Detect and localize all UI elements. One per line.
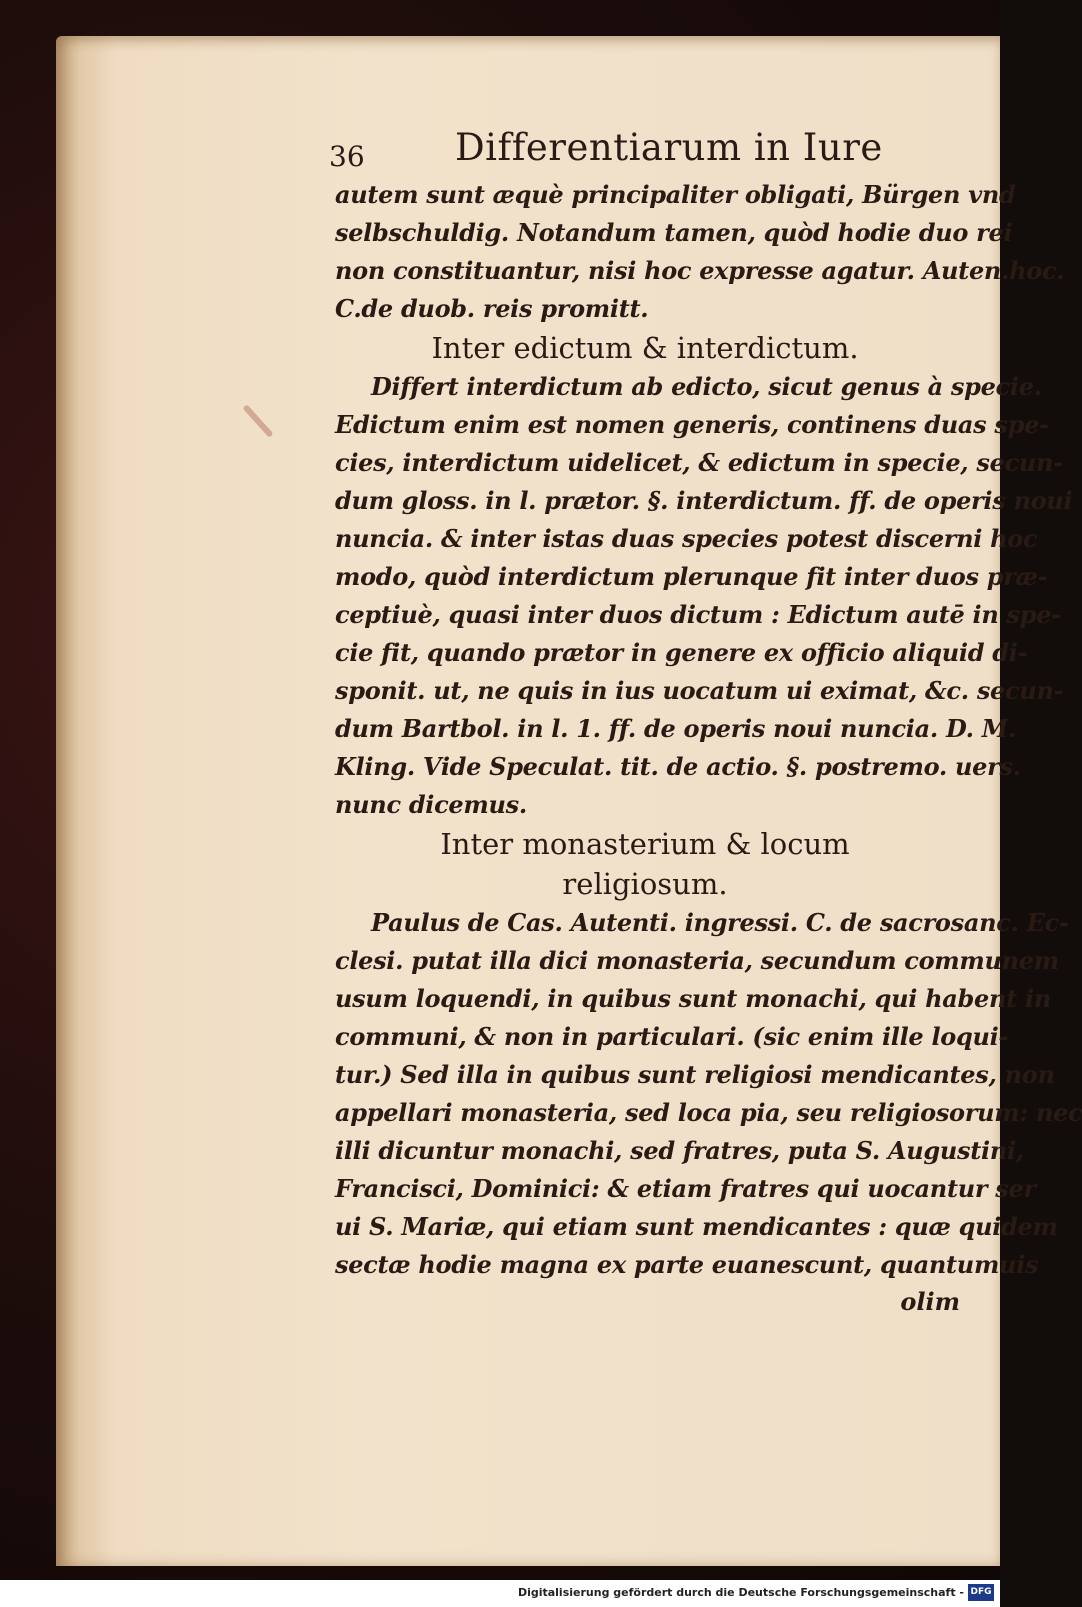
text-line: sectæ hodie magna ex parte euanescunt, quantumuis [335, 1250, 1039, 1279]
text-line: C.de duob. reis promitt. [335, 294, 649, 323]
text-line: nuncia. & inter istas duas species potest discerni hoc [335, 524, 1038, 553]
section-heading: Inter monasterium & locum [440, 827, 850, 861]
text-line: selbschuldig. Notandum tamen, quòd hodie duo rei [335, 218, 1013, 247]
text-line: usum loquendi, in quibus sunt monachi, qui habent in [335, 984, 1051, 1013]
text-line: nunc dicemus. [335, 790, 527, 819]
catchword: olim [900, 1287, 960, 1316]
running-title: Differentiarum in Iure [455, 126, 883, 169]
text-line: tur.) Sed illa in quibus sunt religiosi mendicantes, non [335, 1060, 1055, 1089]
text-line: cies, interdictum uidelicet, & edictum in specie, secun- [335, 448, 1063, 477]
text-line: Edictum enim est nomen generis, continens duas spe- [335, 410, 1049, 439]
digitization-footer [0, 1580, 1000, 1607]
text-line: Kling. Vide Speculat. tit. de actio. §. postremo. uers. [335, 752, 1021, 781]
page-header [329, 118, 975, 176]
body-text [335, 176, 1082, 1284]
footer-credit: Digitalisierung gefördert durch die Deutsche Forschungsgemeinschaft - [517, 1586, 964, 1599]
text-line: autem sunt æquè principaliter obligati, Bürgen vnd [335, 180, 1016, 209]
text-line: sponit. ut, ne quis in ius uocatum ui eximat, &c. secun- [335, 676, 1064, 705]
text-line: modo, quòd interdictum plerunque fit inter duos præ- [335, 562, 1048, 591]
section-heading: Inter edictum & interdictum. [431, 331, 859, 365]
dfg-logo-icon: DFG [968, 1584, 994, 1601]
page-number: 36 [329, 140, 365, 173]
text-block [329, 118, 1082, 1320]
section-heading: religiosum. [562, 867, 728, 901]
text-line: Differt interdictum ab edicto, sicut genus à specie. [371, 372, 1042, 401]
ink-stain [242, 404, 273, 438]
text-line: communi, & non in particulari. (sic enim ille loqui- [335, 1022, 1009, 1051]
text-line: clesi. putat illa dici monasteria, secundum communem [335, 946, 1059, 975]
text-line: non constituantur, nisi hoc expresse agatur. Auten.hoc. [335, 256, 1065, 285]
text-line: Paulus de Cas. Autenti. ingressi. C. de sacrosanc. Ec- [371, 908, 1069, 937]
text-line: ceptiuè, quasi inter duos dictum : Edictum autē in spe- [335, 600, 1061, 629]
text-line: dum Bartbol. in l. 1. ff. de operis noui nuncia. D. M. [335, 714, 1017, 743]
text-line: cie fit, quando prætor in genere ex officio aliquid di- [335, 638, 1028, 667]
text-line: Francisci, Dominici: & etiam fratres qui uocantur ser [335, 1174, 1036, 1203]
text-line: dum gloss. in l. prætor. §. interdictum. ff. de operis noui [335, 486, 1073, 515]
text-line: appellari monasteria, sed loca pia, seu religiosorum: nec [335, 1098, 1082, 1127]
text-line: illi dicuntur monachi, sed fratres, puta S. Augustini, [335, 1136, 1024, 1165]
text-line: ui S. Mariæ, qui etiam sunt mendicantes : quæ quidem [335, 1212, 1058, 1241]
